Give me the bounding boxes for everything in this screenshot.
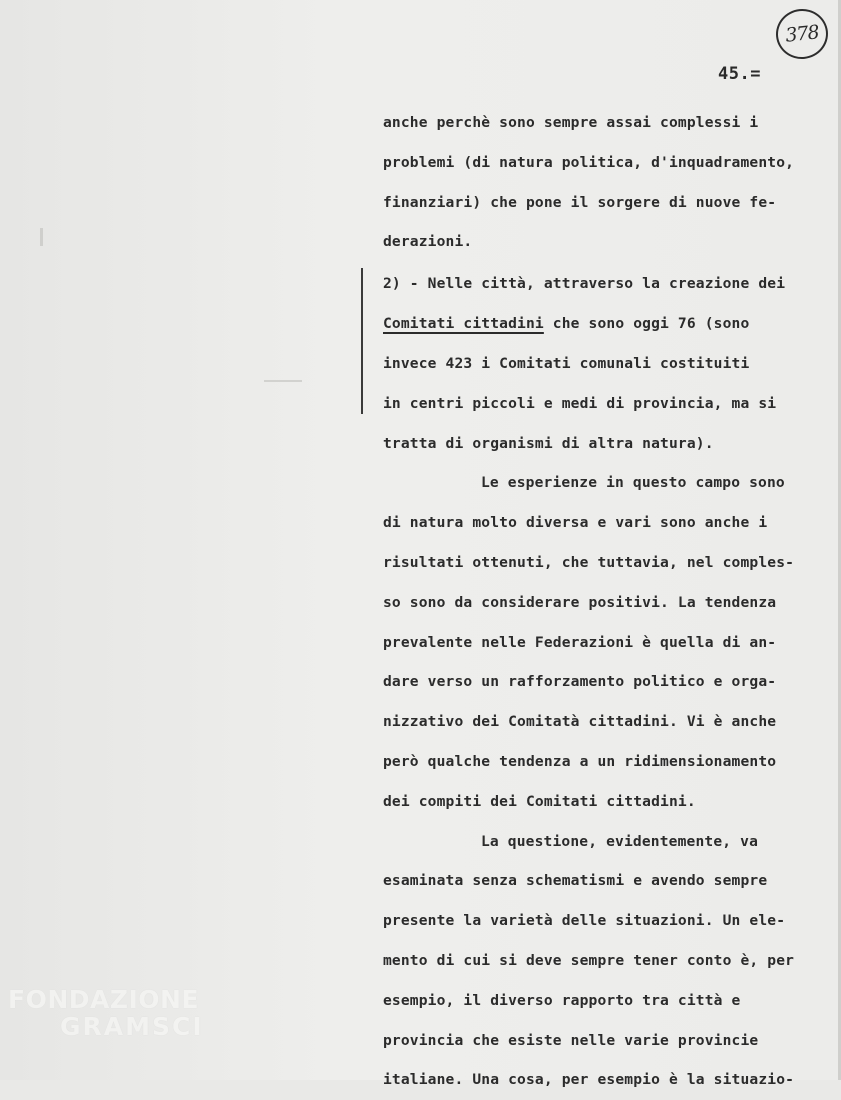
underlined-term: Comitati cittadini [383,315,544,333]
text-line: derazioni. [383,233,473,251]
text-line: tratta di organismi di altra natura). [383,434,714,452]
text-line: italiane. Una cosa, per esempio è la situazio- [383,1071,795,1089]
text-line: prevalente nelle Federazioni è quella di an- [383,633,777,651]
text-line: provincia che esiste nelle varie provincie [383,1031,759,1049]
text-line: La questione, evidentemente, va [481,832,759,850]
paper-mark [264,380,302,382]
archive-number-text: 378 [784,21,820,47]
text-line: mento di cui si deve sempre tener conto è, per [383,951,795,969]
text-line: presente la varietà delle situazioni. Un ele- [383,912,786,930]
text-line: risultati ottenuti, che tuttavia, nel comples- [383,553,795,571]
text-line: esempio, il diverso rapporto tra città e [383,991,741,1009]
watermark-line: FONDAZIONE [8,985,200,1014]
text-line: so sono da considerare positivi. La tendenza [383,593,777,611]
text-line: anche perchè sono sempre assai complessi i [383,114,759,131]
text-line: nizzativo dei Comitatà cittadini. Vi è anche [383,713,777,731]
watermark-logo [8,985,204,1041]
page-number: 45.= [718,64,761,84]
text-line [383,304,841,344]
text-segment: che sono oggi 76 (sono [543,315,750,333]
margin-line [361,268,363,414]
text-line: finanziari) che pone il sorgere di nuove fe- [383,193,777,211]
text-line: problemi (di natura politica, d'inquadramento, [383,153,795,171]
text-line: esaminata senza schematismi e avendo sempre [383,872,768,890]
text-line: però qualche tendenza a un ridimensionamento [383,752,777,770]
text-line: invece 423 i Comitati comunali costituiti [383,354,750,372]
text-line: dare verso un rafforzamento politico e orga- [383,673,777,691]
watermark-line: GRAMSCI [60,1012,204,1041]
text-line: Le esperienze in questo campo sono [481,474,785,492]
paper-mark [40,228,43,246]
typed-text [383,103,841,1100]
text-line: 2) - Nelle città, attraverso la creazione dei [383,275,786,293]
archive-stamp-number [774,6,831,61]
text-line: dei compiti dei Comitati cittadini. [383,792,696,810]
text-line: in centri piccoli e medi di provincia, ma si [383,394,777,412]
text-line: di natura molto diversa e vari sono anche i [383,514,768,532]
